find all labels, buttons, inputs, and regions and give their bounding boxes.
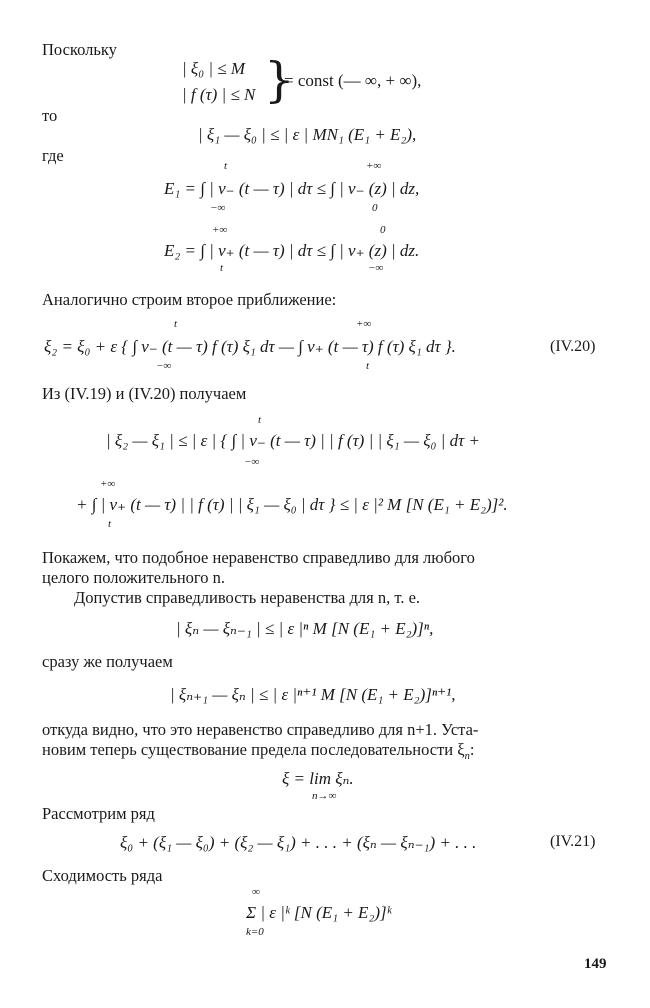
text-otkuda-2 xyxy=(42,740,474,767)
eq-E2: E₂ = ∫ | v₊ (t — τ) | dτ ≤ ∫ | v₊ (z) | dz. xyxy=(164,241,420,260)
text-pokazhem-1: Покажем, что подобное неравенство справедливо для любого xyxy=(42,548,475,567)
eq-series: ξ₀ + (ξ₁ — ξ₀) + (ξ₂ — ξ₁) + . . . + (ξₙ — ξₙ₋₁) + . . . xyxy=(120,833,477,852)
eq-ineq2a: | ξ₂ — ξ₁ | ≤ | ε | { ∫ | v₋ (t — τ) | | f (τ) | | ξ₁ — ξ₀ | dτ + xyxy=(106,431,480,450)
eq-ineq2b: + ∫ | v₊ (t — τ) | | f (τ) | | ξ₁ — ξ₀ | dτ } ≤ | ε |² M [N (E₁ + E₂)]². xyxy=(76,495,508,514)
right-brace: } xyxy=(264,52,295,108)
e1-int1-upper: t xyxy=(224,160,228,172)
text-otkuda-1: откуда видно, что это неравенство справедливо для n+1. Уста- xyxy=(42,720,479,739)
e1-int2-upper: +∞ xyxy=(366,160,382,172)
text-otkuda-2-sub: n xyxy=(464,751,470,762)
xi2-int1-upper: t xyxy=(174,318,178,330)
ineq2b-lower: t xyxy=(108,518,112,530)
eq-E1: E₁ = ∫ | v₋ (t — τ) | dτ ≤ ∫ | v₋ (z) | dz, xyxy=(164,179,420,198)
eq-xi2: ξ₂ = ξ₀ + ε { ∫ v₋ (t — τ) f (τ) ξ₁ dτ — ∫ v₊ (t — τ) f (τ) ξ₁ dτ }. xyxy=(44,337,456,356)
eq-cond2: | f (τ) | ≤ N xyxy=(182,85,256,104)
sum-upper: ∞ xyxy=(252,886,260,898)
eq-limit: ξ = lim ξₙ. xyxy=(282,769,354,788)
text-analog: Аналогично строим второе приближение: xyxy=(42,290,337,309)
text-otkuda-2-main: новим теперь существование предела последовательности ξ xyxy=(42,740,465,759)
ineq2b-upper: +∞ xyxy=(100,478,116,490)
eq-ineq-n1: | ξₙ₊₁ — ξₙ | ≤ | ε |ⁿ⁺¹ M [N (E₁ + E₂)]ⁿ⁺¹, xyxy=(170,685,456,704)
text-shodimost: Сходимость ряда xyxy=(42,866,163,885)
eq-cond1: | ξ₀ | ≤ M xyxy=(182,59,246,78)
text-otkuda-2-end: : xyxy=(469,740,475,759)
page-number: 149 xyxy=(584,956,607,972)
ineq2a-upper: t xyxy=(258,414,262,426)
text-dopustiv: Допустив справедливость неравенства для n, т. е. xyxy=(74,588,421,607)
e1-int2-lower: 0 xyxy=(372,202,378,214)
eq-ineq-n: | ξₙ — ξₙ₋₁ | ≤ | ε |ⁿ M [N (E₁ + E₂)]ⁿ, xyxy=(176,619,434,638)
tag-iv20: (IV.20) xyxy=(550,338,596,355)
text-gde: где xyxy=(42,146,64,165)
xi2-int2-lower: t xyxy=(366,360,370,372)
e2-int1-upper: +∞ xyxy=(212,224,228,236)
text-poskolku: Поскольку xyxy=(42,40,117,59)
text-to: то xyxy=(42,106,58,125)
e2-int2-upper: 0 xyxy=(380,224,386,236)
xi2-int2-upper: +∞ xyxy=(356,318,372,330)
e2-int1-lower: t xyxy=(220,262,224,274)
e1-int1-lower: −∞ xyxy=(210,202,226,214)
ineq2a-lower: −∞ xyxy=(244,456,260,468)
xi2-int1-lower: −∞ xyxy=(156,360,172,372)
text-iz: Из (IV.19) и (IV.20) получаем xyxy=(42,384,247,403)
tag-iv21: (IV.21) xyxy=(550,833,596,850)
eq-const: = const (— ∞, + ∞), xyxy=(284,71,422,90)
text-srazu: сразу же получаем xyxy=(42,652,173,671)
eq-limit-sub: n→∞ xyxy=(312,790,337,802)
text-pokazhem-2: целого положительного n. xyxy=(42,568,226,587)
sum-lower: k=0 xyxy=(246,926,264,938)
eq-sum: Σ | ε |ᵏ [N (E₁ + E₂)]ᵏ xyxy=(246,903,392,922)
e2-int2-lower: −∞ xyxy=(368,262,384,274)
eq-ineq1: | ξ₁ — ξ₀ | ≤ | ε | MN₁ (E₁ + E₂), xyxy=(198,125,417,144)
text-rassmotrim: Рассмотрим ряд xyxy=(42,804,155,823)
